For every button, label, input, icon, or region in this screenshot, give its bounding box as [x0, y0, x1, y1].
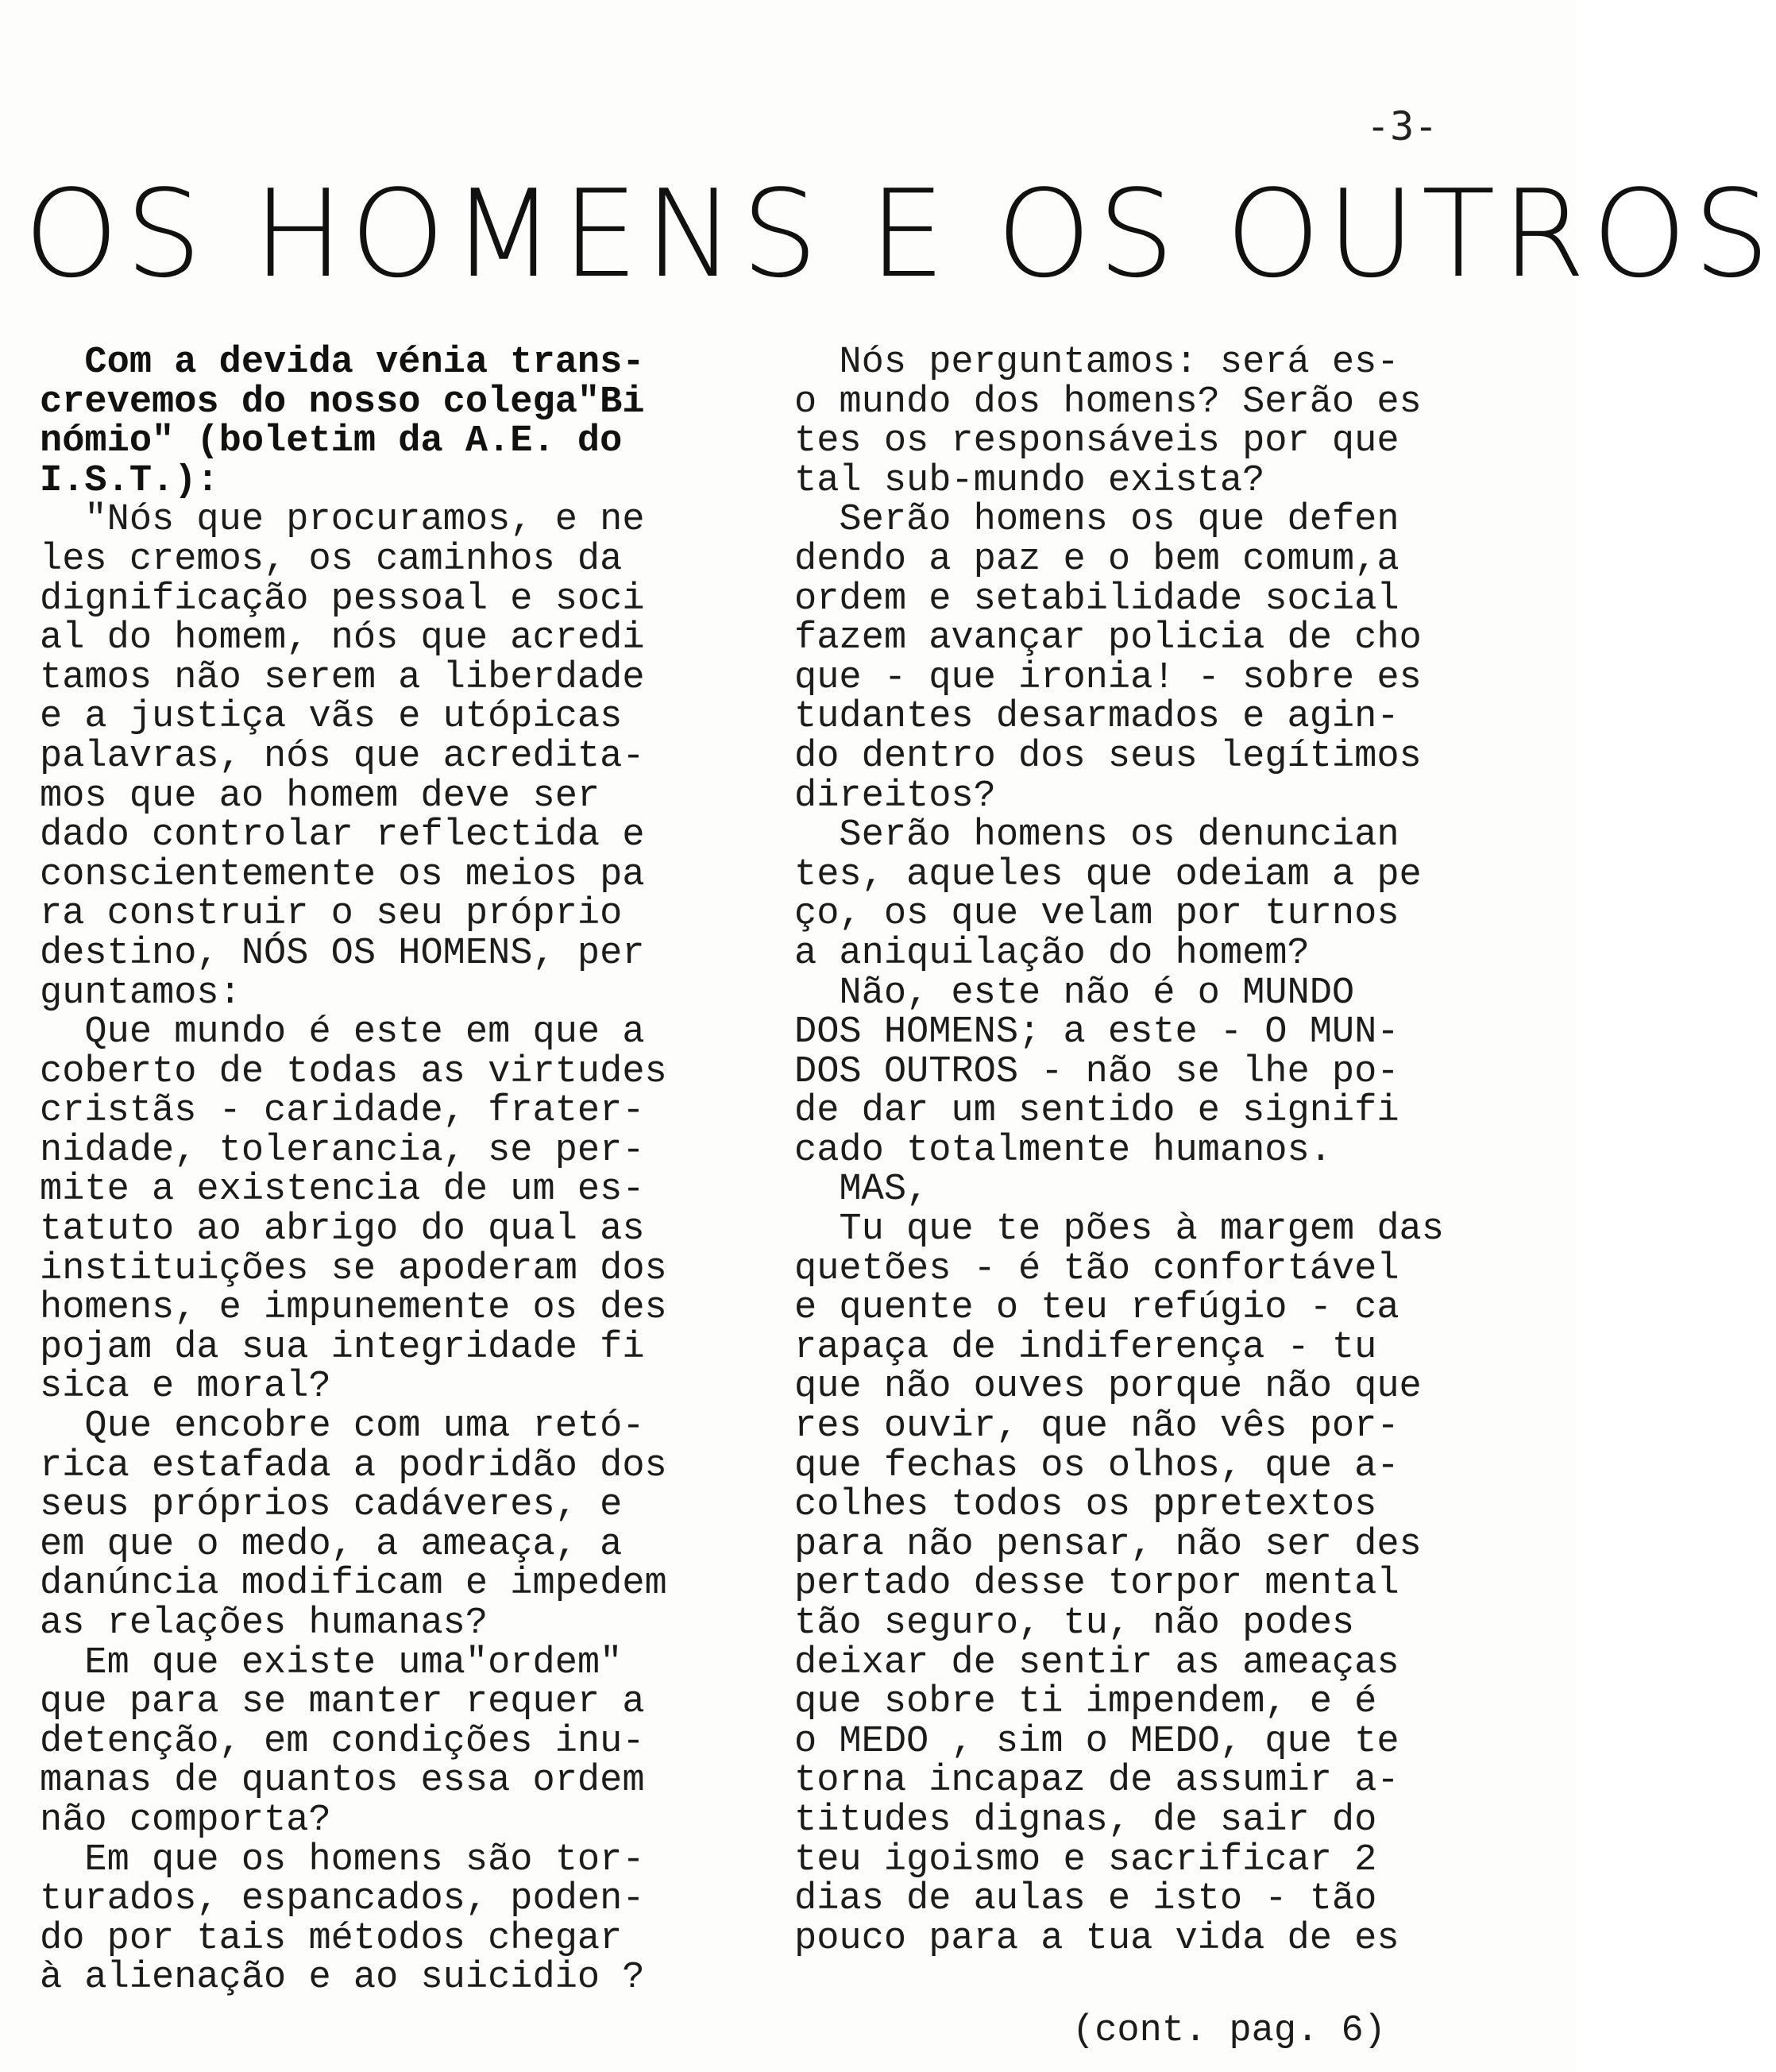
text-line: tatuto ao abrigo do qual as [40, 1208, 645, 1251]
right-column [794, 343, 1477, 1958]
text-line: o mundo dos homens? Serão es [794, 381, 1422, 423]
text-line: as relações humanas? [40, 1602, 488, 1645]
text-line: quetões - é tão confortável [794, 1247, 1400, 1290]
text-line: direitos? [794, 775, 996, 818]
text-line: tão seguro, tu, não podes [794, 1602, 1355, 1645]
text-line: que não ouves porque não que [794, 1366, 1422, 1409]
text-line: do por tais métodos chegar [40, 1917, 623, 1960]
text-line: palavras, nós que acredita- [40, 735, 645, 778]
text-line: que fechas os olhos, que a- [794, 1444, 1400, 1487]
text-line: dias de aulas e isto - tão [794, 1878, 1377, 1921]
text-line: turados, espancados, poden- [40, 1878, 645, 1921]
text-line: Serão homens os que defen [794, 499, 1400, 542]
text-line: que sobre ti impendem, e é [794, 1681, 1377, 1724]
text-line: conscientemente os meios pa [40, 853, 645, 896]
text-line: em que o medo, a ameaça, a [40, 1523, 623, 1566]
text-line: seus próprios cadáveres, e [40, 1484, 623, 1527]
text-line: les cremos, os caminhos da [40, 538, 623, 581]
text-line: coberto de todas as virtudes [40, 1050, 667, 1093]
text-line: Tu que te pões à margem das [794, 1208, 1444, 1251]
text-line: Que mundo é este em que a [40, 1011, 645, 1054]
text-line: instituições se apoderam dos [40, 1247, 667, 1290]
text-line: colhes todos os ppretextos [794, 1484, 1377, 1527]
text-line: tes, aqueles que odeiam a pe [794, 853, 1422, 896]
text-line: nidade, tolerancia, se per- [40, 1129, 645, 1172]
text-line: à alienação e ao suicidio ? [40, 1957, 645, 2000]
text-line: rica estafada a podridão dos [40, 1444, 667, 1487]
text-line: cristãs - caridade, frater- [40, 1090, 645, 1133]
text-line: não comporta? [40, 1799, 331, 1842]
text-line: pouco para a tua vida de es [794, 1917, 1400, 1960]
text-line: Em que os homens são tor- [40, 1838, 645, 1881]
text-line: deixar de sentir as ameaças [794, 1641, 1400, 1684]
text-line: torna incapaz de assumir a- [794, 1760, 1400, 1803]
text-line: que - que ironia! - sobre es [794, 656, 1422, 699]
text-line: de dar um sentido e signifi [794, 1090, 1400, 1133]
text-line: sica e moral? [40, 1366, 331, 1409]
text-line: Que encobre com uma retó- [40, 1405, 645, 1448]
text-line: "Nós que procuramos, e ne [40, 499, 645, 542]
text-line: fazem avançar policia de cho [794, 617, 1422, 660]
text-line: I.S.T.): [40, 459, 219, 502]
text-line: detenção, em condições inu- [40, 1720, 645, 1763]
text-line: rapaça de indiferença - tu [794, 1326, 1377, 1369]
text-line: o MEDO , sim o MEDO, que te [794, 1720, 1400, 1763]
text-line: dado controlar reflectida e [40, 814, 645, 857]
text-line: dignificação pessoal e soci [40, 578, 645, 620]
text-line: titudes dignas, de sair do [794, 1799, 1377, 1842]
text-line: tudantes desarmados e agin- [794, 696, 1400, 739]
text-line: al do homem, nós que acredi [40, 617, 645, 660]
text-line: danúncia modificam e impedem [40, 1563, 667, 1606]
text-line: nómio" (boletim da A.E. do [40, 420, 623, 463]
text-line: Serão homens os denuncian [794, 814, 1400, 857]
text-line: manas de quantos essa ordem [40, 1760, 645, 1803]
text-line: ra construir o seu próprio [40, 893, 623, 936]
text-line: mite a existencia de um es- [40, 1169, 645, 1212]
text-line: dendo a paz e o bem comum,a [794, 538, 1400, 581]
text-line: mos que ao homem deve ser [40, 775, 600, 818]
text-line: tal sub-mundo exista? [794, 459, 1265, 502]
text-line: crevemos do nosso colega"Bi [40, 381, 645, 423]
text-line: Nós perguntamos: será es- [794, 342, 1400, 384]
text-line: guntamos: [40, 972, 241, 1015]
text-line: MAS, [794, 1169, 929, 1212]
text-line: e quente o teu refúgio - ca [794, 1287, 1400, 1330]
headline: OS HOMENS E OS OUTROS [24, 164, 1776, 304]
text-line: cado totalmente humanos. [794, 1129, 1332, 1172]
text-line: DOS HOMENS; a este - O MUN- [794, 1011, 1400, 1054]
text-line: e a justiça vãs e utópicas [40, 696, 623, 739]
page-number: -3- [1366, 103, 1438, 149]
text-line: pojam da sua integridade fi [40, 1326, 645, 1369]
text-line: a aniquilação do homem? [794, 932, 1310, 975]
text-line: do dentro dos seus legítimos [794, 735, 1422, 778]
text-line: homens, e impunemente os des [40, 1287, 667, 1330]
text-line: que para se manter requer a [40, 1681, 645, 1724]
text-line: teu igoismo e sacrificar 2 [794, 1838, 1377, 1881]
continuation-note: (cont. pag. 6) [1072, 2010, 1386, 2052]
text-line: tes os responsáveis por que [794, 420, 1400, 463]
text-line: ordem e setabilidade social [794, 578, 1400, 620]
text-line: pertado desse torpor mental [794, 1563, 1400, 1606]
text-line: tamos não serem a liberdade [40, 656, 645, 699]
text-line: Não, este não é o MUNDO [794, 972, 1355, 1015]
text-line: DOS OUTROS - não se lhe po- [794, 1050, 1400, 1093]
text-line: ço, os que velam por turnos [794, 893, 1400, 936]
left-column [40, 343, 723, 1998]
text-line: Com a devida vénia trans- [40, 342, 645, 384]
text-line: Em que existe uma"ordem" [40, 1641, 623, 1684]
text-line: para não pensar, não ser des [794, 1523, 1422, 1566]
text-line: destino, NÓS OS HOMENS, per [40, 932, 645, 975]
text-line: res ouvir, que não vês por- [794, 1405, 1400, 1448]
